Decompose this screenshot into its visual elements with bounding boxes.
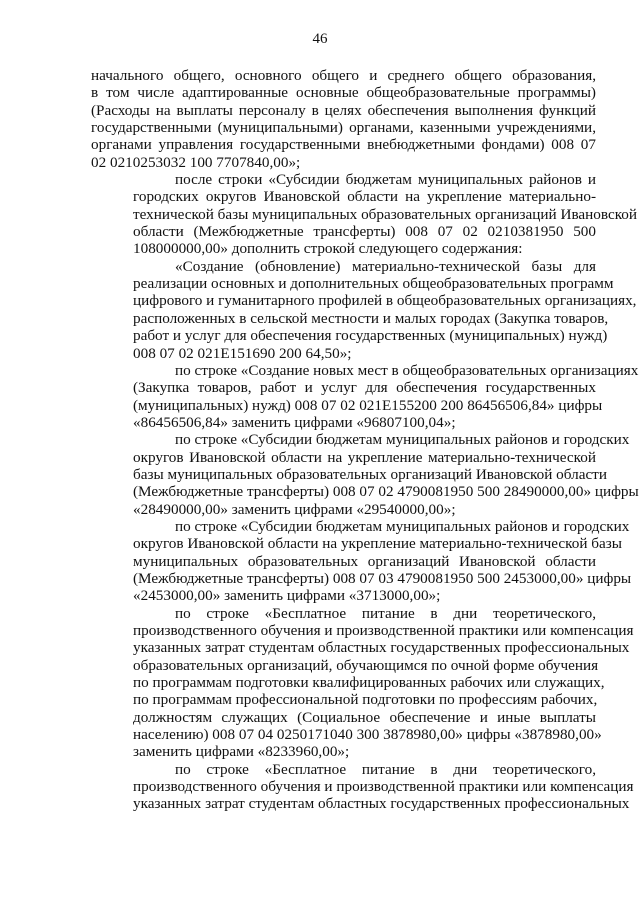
text-line: реализации основных и дополнительных общеобразовательных программ (133, 275, 614, 293)
text-line: начального общего, основного общего и среднего общего образования, (91, 67, 596, 84)
text-line: цифрового и гуманитарного профилей в общеобразовательных организациях, (133, 292, 637, 310)
text-line: по программам подготовки квалифицированных рабочих или служащих, (133, 674, 605, 692)
text-line: заменить цифрами «8233960,00»; (133, 743, 350, 761)
text-line: 108000000,00» дополнить строкой следующего содержания: (133, 240, 523, 258)
text-line: «28490000,00» заменить цифрами «29540000,00»; (133, 500, 456, 518)
text-line: в том числе адаптированные основные общеобразовательные программы) (91, 84, 596, 102)
text-line: (муниципальных) нужд) 008 07 02 021E155200 200 86456506,84» цифры (133, 396, 603, 414)
text-line: по строке «Бесплатное питание в дни теоретического, (175, 760, 596, 778)
text-line: производственного обучения и производственной практики или компенсация (133, 622, 634, 639)
text-line: работ и услуг для обеспечения государственных (муниципальных) нужд) (133, 327, 608, 345)
text-line: (Закупка товаров, работ и услуг для обеспечения государственных (133, 379, 596, 397)
text-line: 008 07 02 021E151690 200 64,50»; (133, 344, 352, 362)
text-line: округов Ивановской области на укрепление материально-технической базы (133, 535, 622, 553)
text-line: по строке «Бесплатное питание в дни теоретического, (175, 604, 596, 622)
text-line: образовательных организаций, обучающимся по очной форме обучения (133, 656, 599, 674)
text-line: «2453000,00» заменить цифрами «3713000,00»; (133, 587, 441, 605)
paragraph (91, 517, 632, 605)
text-line: указанных затрат студентам областных государственных профессиональных (133, 639, 630, 657)
text-line: после строки «Субсидии бюджетам муниципальных районов и (175, 171, 596, 189)
text-line: должностям служащих (Социальное обеспечение и иные выплаты (133, 708, 596, 726)
text-line: «86456506,84» заменить цифрами «96807100,04»; (133, 413, 456, 431)
text-line: (Межбюджетные трансферты) 008 07 02 4790081950 500 28490000,00» цифры (133, 483, 639, 501)
text-line: базы муниципальных образовательных организаций Ивановской области (133, 465, 607, 483)
text-line: 02 0210253032 100 7707840,00»; (91, 153, 301, 171)
text-line: (Расходы на выплаты персоналу в целях обеспечения выполнения функций (91, 101, 596, 119)
paragraph (91, 361, 639, 431)
paragraph (91, 171, 638, 258)
text-line: округов Ивановской области на укрепление материально-технической (133, 448, 596, 466)
page-number: 46 (312, 31, 328, 47)
text-line: технической базы муниципальных образовательных организаций Ивановской (133, 205, 638, 223)
text-line: (Межбюджетные трансферты) 008 07 03 4790081950 500 2453000,00» цифры (133, 569, 632, 587)
text-line: расположенных в сельской местности и малых городах (Закупка товаров, (133, 309, 609, 327)
text-line: по строке «Создание новых мест в общеобразовательных организациях (175, 361, 639, 379)
text-line: указанных затрат студентам областных государственных профессиональных (133, 795, 630, 813)
text-line: населению) 008 07 04 0250171040 300 3878980,00» цифры «3878980,00» (133, 726, 602, 744)
text-line: производственного обучения и производственной практики или компенсация (133, 778, 634, 796)
text-line: муниципальных образовательных организаций Ивановской области (133, 552, 596, 570)
paragraph (91, 604, 634, 761)
text-line: органами управления государственными внебюджетными фондами) 008 07 (91, 136, 596, 154)
paragraph (91, 67, 596, 171)
text-line: по программам профессиональной подготовки по профессиям рабочих, (133, 691, 598, 709)
document-body (91, 67, 639, 813)
text-line: по строке «Субсидии бюджетам муниципальных районов и городских (175, 517, 630, 535)
paragraph (91, 257, 637, 362)
text-line: области (Межбюджетные трансферты) 008 07 02 0210381950 500 (133, 223, 596, 241)
text-line: по строке «Субсидии бюджетам муниципальных районов и городских (175, 431, 630, 449)
text-line: городских округов Ивановской области на укрепление материально- (133, 188, 596, 206)
paragraph (91, 760, 634, 813)
text-line: государственными (муниципальными) органами, казенными учреждениями, (91, 119, 596, 137)
text-line: «Создание (обновление) материально-технической базы для (175, 257, 596, 275)
paragraph (91, 431, 639, 518)
